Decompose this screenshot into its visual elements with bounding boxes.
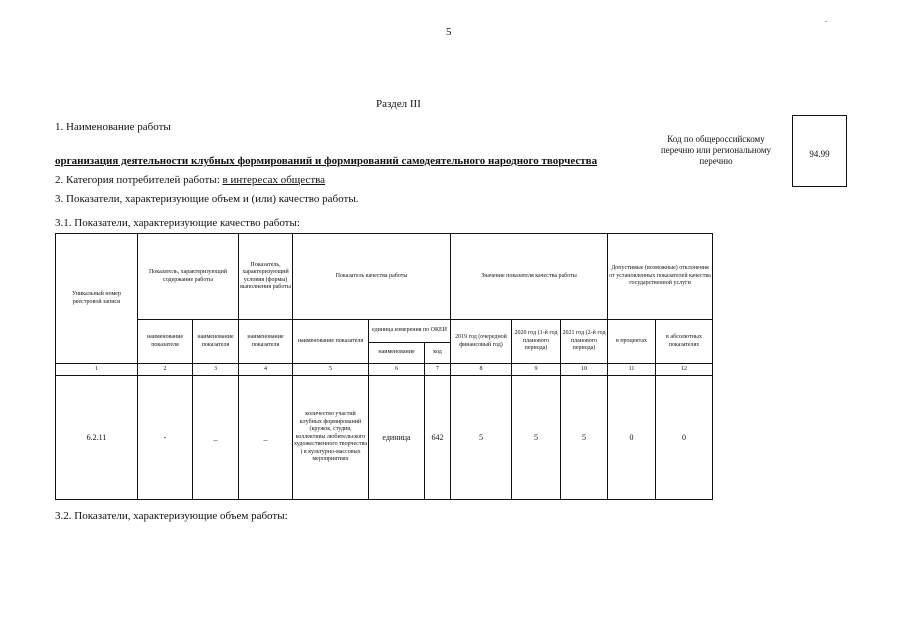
col-num: 3 — [193, 364, 239, 376]
sh-name3: наименование показателя — [239, 320, 293, 364]
cell-c4: _ — [239, 376, 293, 500]
code-box — [792, 115, 847, 187]
work-name: организация деятельности клубных формирований и формирований самодеятельного народного творчества — [55, 155, 598, 167]
sh-okei: единица измерения по ОКЕИ — [369, 320, 451, 343]
cell-abs: 0 — [656, 376, 713, 500]
sh-y2020: 2020 год (1-й год планового периода) — [512, 320, 561, 364]
h-unique: Уникальный номер реестровой записи — [56, 234, 138, 364]
h-content: Показатель, характеризующий содержание работы — [138, 234, 239, 320]
h-quality: Показатель качества работы — [293, 234, 451, 320]
col-num: 9 — [512, 364, 561, 376]
col-num: 4 — [239, 364, 293, 376]
col-num: 7 — [425, 364, 451, 376]
h-values: Значение показателя качества работы — [451, 234, 608, 320]
sh-name1: наименование показателя — [138, 320, 193, 364]
cell-unit: единица — [369, 376, 425, 500]
corner-mark: . — [825, 15, 827, 24]
item3-label: 3. Показатели, характеризующие объем и (или) качество работы. — [55, 193, 359, 205]
quality-table — [55, 233, 713, 500]
item31-label: 3.1. Показатели, характеризующие качество работы: — [55, 217, 300, 229]
cell-unit-code: 642 — [425, 376, 451, 500]
col-num: 10 — [561, 364, 608, 376]
category-line — [55, 174, 325, 186]
sh-pct: в процентах — [608, 320, 656, 364]
page-number: 5 — [446, 26, 452, 38]
h-conditions: Показатель, характеризующий условия (формы) выполнения работы — [239, 234, 293, 320]
item32-label: 3.2. Показатели, характеризующие объем работы: — [55, 510, 288, 522]
sh-y2021: 2021 год (2-й год планового периода) — [561, 320, 608, 364]
sh-name2: наименование показателя — [193, 320, 239, 364]
cell-c3: _ — [193, 376, 239, 500]
category-value: в интересах общества — [222, 174, 326, 186]
col-num: 5 — [293, 364, 369, 376]
cell-v2019: 5 — [451, 376, 512, 500]
cell-v2021: 5 — [561, 376, 608, 500]
cell-v2020: 5 — [512, 376, 561, 500]
code-value: 94.99 — [809, 149, 830, 159]
col-num: 11 — [608, 364, 656, 376]
cell-pct: 0 — [608, 376, 656, 500]
sh-okei-code: код — [425, 343, 451, 364]
sh-abs: в абсолютных показателях — [656, 320, 713, 364]
table-row — [56, 376, 713, 500]
item1-label: 1. Наименование работы — [55, 121, 171, 133]
sh-okei-name: наименование — [369, 343, 425, 364]
cell-c2: - — [138, 376, 193, 500]
col-num: 1 — [56, 364, 138, 376]
cell-code: 6.2.11 — [56, 376, 138, 500]
code-label: Код по общероссийскому перечню или региональному перечню — [660, 134, 772, 166]
cell-indicator: количество участий клубных формирований (кружок, студия, коллективы любительского художественного творчества ) в культурно-массовых мероприятиях — [293, 376, 369, 500]
category-label: 2. Категория потребителей работы: — [55, 174, 220, 186]
col-num: 12 — [656, 364, 713, 376]
section-title: Раздел III — [376, 98, 421, 110]
col-num: 8 — [451, 364, 512, 376]
sh-y2019: 2019 год (очередной финансовый год) — [451, 320, 512, 364]
sh-qname: наименование показателя — [293, 320, 369, 364]
col-num: 6 — [369, 364, 425, 376]
col-num: 2 — [138, 364, 193, 376]
column-numbers-row — [56, 364, 713, 376]
h-deviation: Допустимые (возможные) отклонения от установленных показателей качества государственной услуги — [608, 234, 713, 320]
